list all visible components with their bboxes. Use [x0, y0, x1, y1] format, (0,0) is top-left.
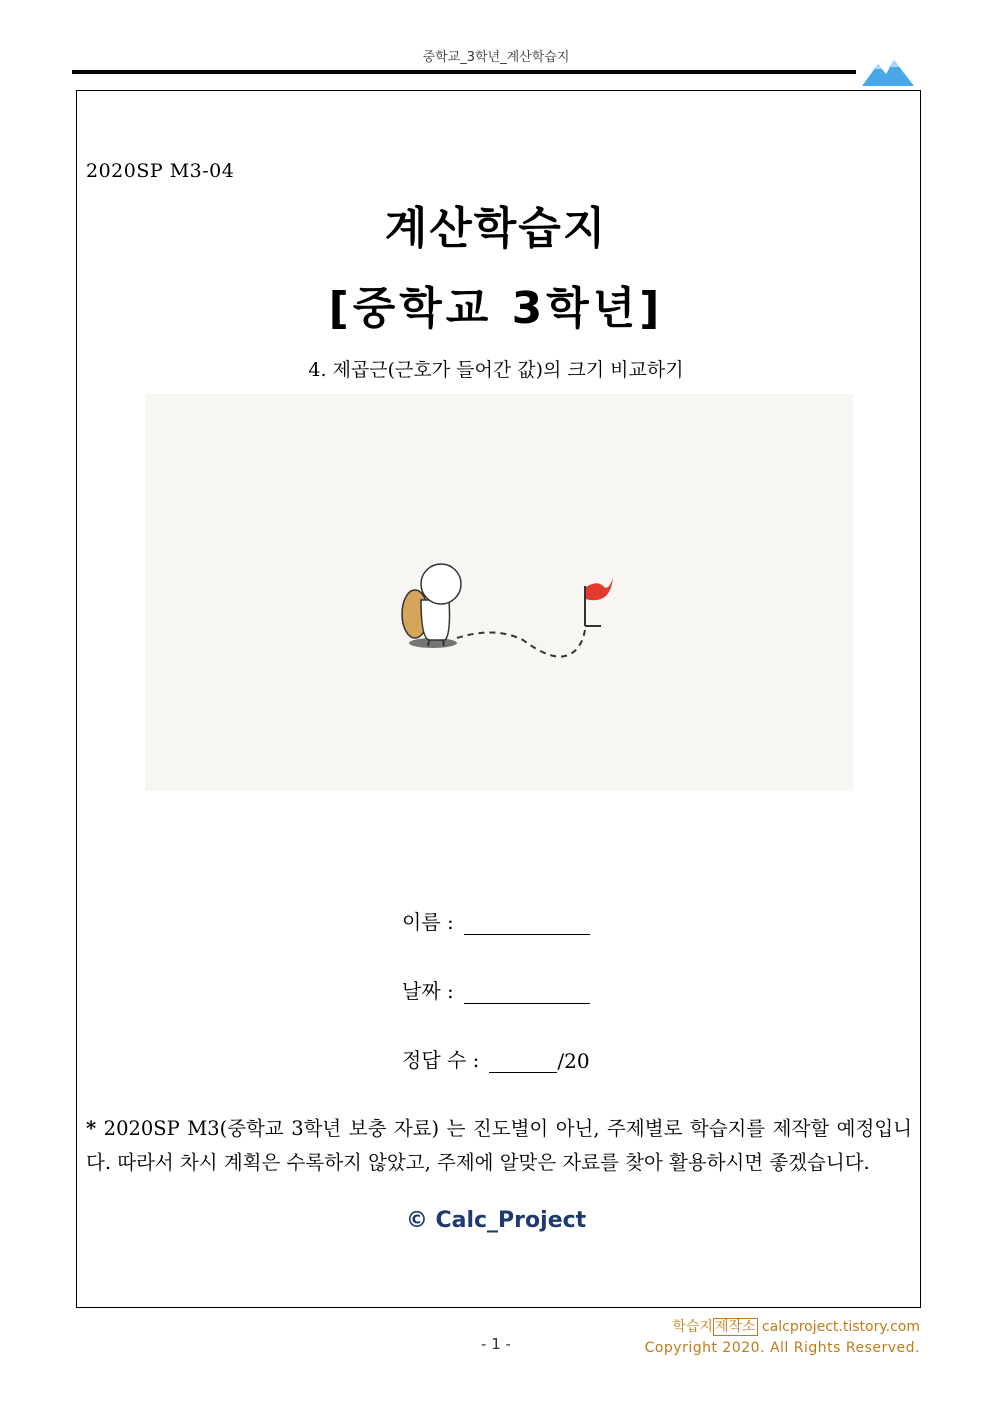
brand-credit: © Calc_Project — [405, 1208, 587, 1233]
usage-note — [86, 1112, 912, 1180]
page-number: - 1 - — [481, 1335, 511, 1353]
site-url[interactable]: calcproject.tistory.com — [757, 1319, 920, 1335]
site-boxed-label: 제작소 — [714, 1319, 756, 1335]
date-label: 날짜 : — [402, 979, 454, 1003]
document-code: 2020SP M3-04 — [86, 160, 235, 182]
date-field[interactable] — [402, 975, 590, 1004]
name-field[interactable] — [402, 906, 590, 935]
score-total: /20 — [557, 1049, 590, 1073]
main-title: 계산학습지 — [384, 203, 608, 254]
sub-title: [중학교 3학년] — [328, 283, 664, 334]
header-rule — [72, 70, 856, 74]
name-blank[interactable] — [464, 912, 590, 935]
character-with-flag-illustration — [145, 394, 853, 791]
running-header: 중학교_3학년_계산학습지 — [422, 50, 570, 65]
score-field[interactable] — [402, 1044, 590, 1073]
note-text: 2020SP M3(중학교 3학년 보충 자료) 는 진도별이 아닌, 주제별로 학습지를 제작할 예정입니다. 따라서 차시 계획은 수록하지 않았고, 주제에 알맞은 자료를 찾아 활용하시면 좋겠습니다. — [86, 1117, 912, 1174]
date-blank[interactable] — [464, 981, 590, 1004]
name-label: 이름 : — [402, 910, 454, 934]
site-prefix: 학습지 — [672, 1319, 713, 1335]
topic-title: 4. 제곱근(근호가 들어간 값)의 크기 비교하기 — [308, 359, 684, 381]
footer-site[interactable] — [672, 1316, 920, 1336]
note-star: * — [86, 1117, 97, 1140]
score-label: 정답 수 : — [402, 1048, 480, 1072]
mountain-icon — [862, 58, 914, 86]
score-blank[interactable] — [489, 1050, 557, 1073]
copyright-notice: Copyright 2020. All Rights Reserved. — [644, 1340, 920, 1356]
